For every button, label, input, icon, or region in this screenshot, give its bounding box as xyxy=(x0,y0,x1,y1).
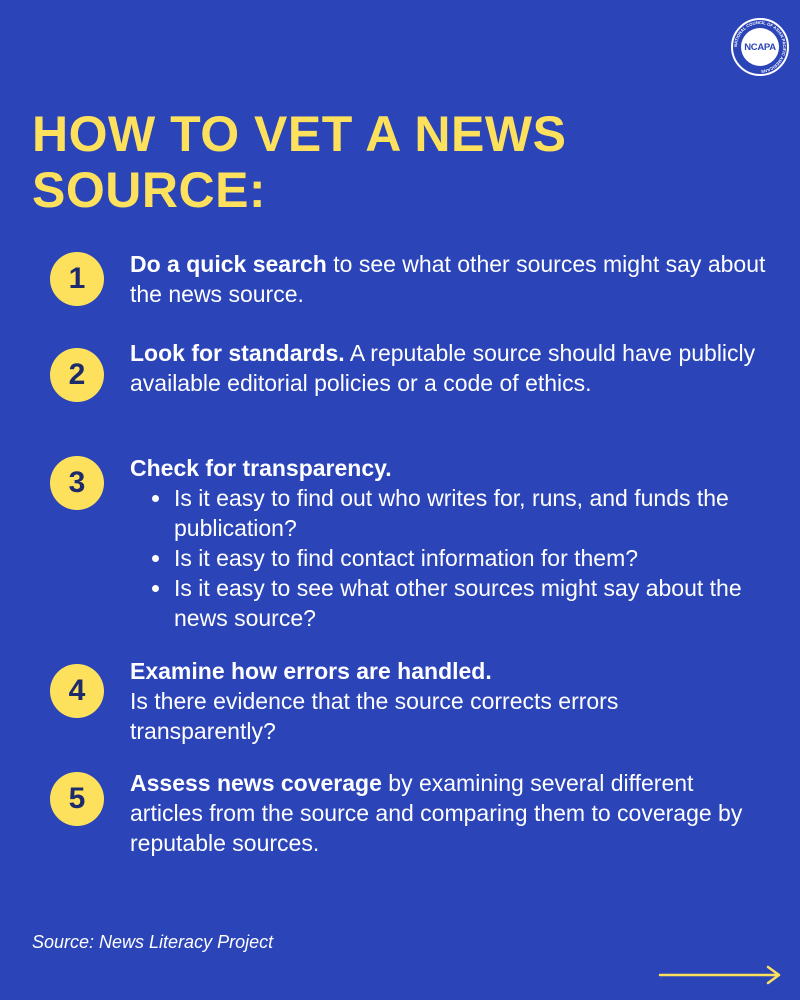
ncapa-logo xyxy=(731,18,789,76)
step-number-badge: 5 xyxy=(50,772,104,826)
step-body: A reputable source should have publicly available editorial policies or a code of ethics. xyxy=(130,340,756,396)
arrow-right-icon[interactable] xyxy=(658,964,784,986)
step-heading: Do a quick search xyxy=(130,251,327,277)
step-body: Is there evidence that the source corrects errors transparently? xyxy=(130,688,619,744)
bullet-list xyxy=(130,483,770,633)
step-number-badge: 1 xyxy=(50,252,104,306)
step-body: by examining several different articles from the source and comparing them to coverage by reputable sources. xyxy=(130,770,743,856)
step-number-badge: 3 xyxy=(50,456,104,510)
step-text xyxy=(130,656,770,746)
bullet-item: Is it easy to find out who writes for, runs, and funds the publication? xyxy=(130,483,770,543)
step-number-badge: 4 xyxy=(50,664,104,718)
bullet-item: Is it easy to find contact information for them? xyxy=(130,543,770,573)
step-text xyxy=(130,249,770,309)
step-heading: Look for standards. xyxy=(130,340,345,366)
step-text xyxy=(130,453,770,633)
bullet-item: Is it easy to see what other sources might say about the news source? xyxy=(130,573,770,633)
step-heading: Examine how errors are handled. xyxy=(130,658,492,684)
step-heading: Check for transparency. xyxy=(130,455,392,481)
page-title: HOW TO VET A NEWS SOURCE: xyxy=(32,106,567,218)
logo-ring-text: NATIONAL COUNCIL OF ASIAN PACIFIC AMERICANS xyxy=(733,20,787,74)
step-body: to see what other sources might say about the news source. xyxy=(130,251,766,307)
step-heading: Assess news coverage xyxy=(130,770,382,796)
source-credit: Source: News Literacy Project xyxy=(32,932,274,952)
logo-text: NCAPA xyxy=(741,28,779,66)
step-number-badge: 2 xyxy=(50,348,104,402)
step-text xyxy=(130,338,770,398)
step-text xyxy=(130,768,770,858)
